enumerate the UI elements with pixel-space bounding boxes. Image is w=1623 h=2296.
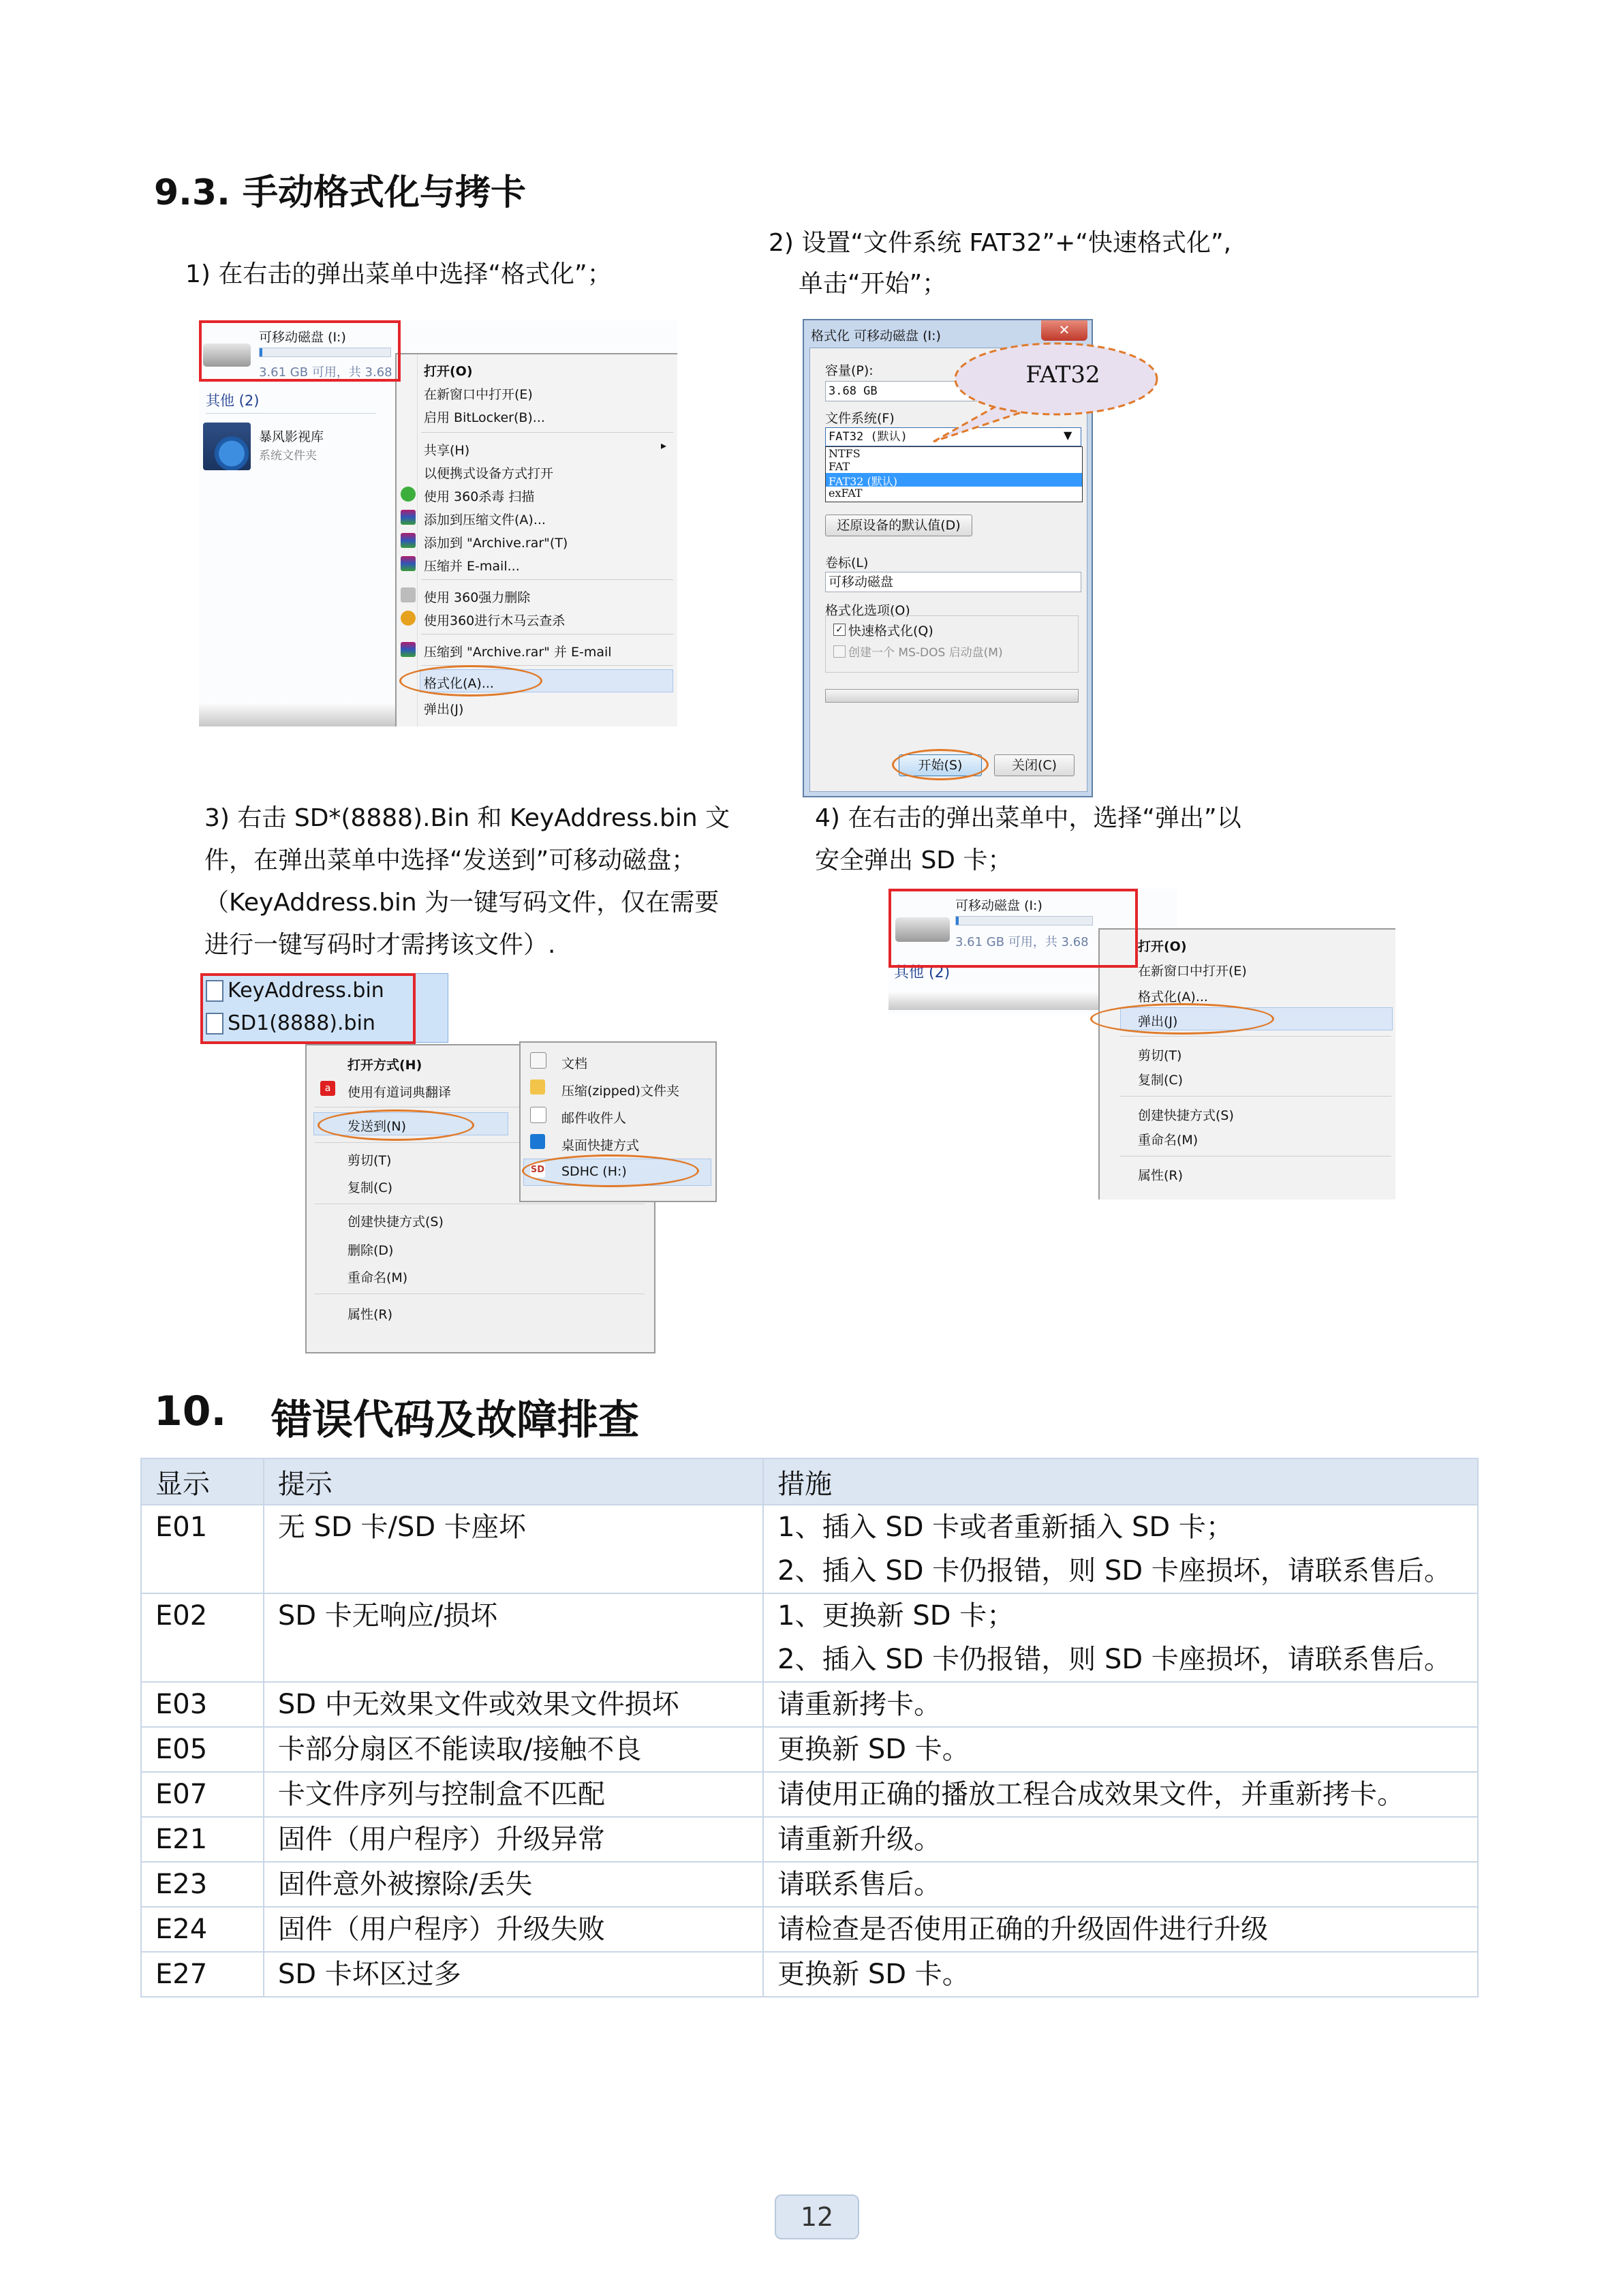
media-library-name[interactable]: 暴风影视库 <box>259 429 324 444</box>
table-row <box>141 1862 1478 1907</box>
menu-item-compress-rar-email[interactable]: 压缩到 "Archive.rar" 并 E-mail <box>424 645 612 660</box>
error-code-table <box>140 1458 1479 1997</box>
table-row <box>141 1593 1478 1682</box>
winrar-icon <box>401 533 416 548</box>
winrar-icon <box>401 510 416 525</box>
menu-separator <box>1120 1036 1391 1037</box>
menu-separator <box>1120 1096 1391 1097</box>
table-row <box>141 1682 1478 1727</box>
format-highlight-oval <box>399 665 542 697</box>
format-progress-bar <box>825 689 1079 703</box>
menu-item-open-with[interactable]: 打开方式(H) <box>347 1058 422 1073</box>
menu-item-cut[interactable]: 剪切(T) <box>347 1153 392 1168</box>
menu-separator <box>421 579 673 580</box>
menu-item-360-force-delete[interactable]: 使用 360强力删除 <box>424 590 531 605</box>
menu-item-open[interactable]: 打开(O) <box>1138 939 1187 954</box>
step-1-text: 1) 在右击的弹出菜单中选择“格式化”； <box>185 260 612 288</box>
menu-item-delete[interactable]: 删除(D) <box>347 1243 394 1258</box>
winrar-icon <box>401 642 416 657</box>
error-hint: SD 卡无响应/损坏 <box>264 1593 763 1682</box>
table-header-row <box>141 1458 1478 1505</box>
step-2-line-2: 单击“开始”； <box>799 270 947 298</box>
error-hint: SD 卡坏区过多 <box>264 1952 763 1997</box>
error-action <box>763 1593 1478 1682</box>
menu-item-eject[interactable]: 弹出(J) <box>424 702 464 717</box>
error-action: 请检查是否使用正确的升级固件进行升级 <box>763 1907 1478 1952</box>
section-title-9-3: 9.3. 手动格式化与拷卡 <box>154 172 526 213</box>
send-to-submenu <box>519 1041 717 1202</box>
drive-name[interactable]: 可移动磁盘 (I:) <box>259 330 346 345</box>
close-window-button[interactable]: ✕ <box>1041 320 1087 341</box>
menu-item-add-archive[interactable]: 添加到压缩文件(A)... <box>424 512 546 527</box>
files-highlight-box <box>200 973 416 1044</box>
table-row <box>141 1907 1478 1952</box>
menu-item-add-archive-rar[interactable]: 添加到 "Archive.rar"(T) <box>424 536 568 551</box>
menu-item-format[interactable]: 格式化(A)... <box>1138 990 1208 1005</box>
menu-item-send-to[interactable]: 发送到(N) <box>347 1119 407 1134</box>
header-action: 措施 <box>763 1458 1478 1505</box>
error-hint: 无 SD 卡/SD 卡座坏 <box>264 1505 763 1593</box>
fs-option-fat[interactable]: FAT <box>829 460 850 473</box>
drive-free-space: 3.61 GB 可用，共 3.68 <box>955 935 1089 949</box>
volume-label-input[interactable]: 可移动磁盘 <box>825 572 1081 592</box>
step-3-line: （KeyAddress.bin 为一键写码文件，仅在需要 <box>204 889 720 917</box>
fat32-callout <box>872 341 1172 457</box>
error-code: E07 <box>141 1772 264 1817</box>
step-3-text <box>204 797 763 966</box>
fs-option-exfat[interactable]: exFAT <box>829 487 863 500</box>
media-library-subtitle: 系统文件夹 <box>259 449 317 463</box>
drive-highlight-box <box>199 320 401 382</box>
menu-item-360-scan[interactable]: 使用 360杀毒 扫描 <box>424 489 535 504</box>
menu-item-open-new-window[interactable]: 在新窗口中打开(E) <box>424 387 533 402</box>
error-code: E01 <box>141 1505 264 1593</box>
fs-option-fat32[interactable]: FAT32 (默认) <box>826 473 1082 487</box>
format-options-label: 格式化选项(O) <box>825 603 910 618</box>
desktop-icon <box>530 1134 545 1149</box>
error-action: 请重新升级。 <box>763 1817 1478 1862</box>
drive-name[interactable]: 可移动磁盘 (I:) <box>955 898 1042 913</box>
start-button[interactable]: 开始(S) <box>899 754 982 776</box>
menu-separator <box>1120 1156 1391 1157</box>
others-group-header[interactable]: 其他 (2) <box>894 964 950 981</box>
winrar-icon <box>401 556 416 571</box>
file-system-select[interactable]: FAT32 (默认) <box>825 427 1081 446</box>
capacity-select[interactable]: 3.68 GB <box>825 381 1013 401</box>
group-divider <box>206 413 376 414</box>
error-hint: 固件（用户程序）升级异常 <box>264 1817 763 1862</box>
menu-item-cut[interactable]: 剪切(T) <box>1138 1048 1182 1063</box>
section-10-number: 10. <box>154 1388 227 1435</box>
error-hint: 固件（用户程序）升级失败 <box>264 1907 763 1952</box>
error-action <box>763 1505 1478 1593</box>
volume-label-label: 卷标(L) <box>825 555 869 570</box>
header-code: 显示 <box>141 1458 264 1505</box>
screenshot-eject-menu <box>888 889 1395 1199</box>
trojan-cloud-scan-icon <box>401 611 416 626</box>
step-4-line: 安全弹出 SD 卡； <box>815 846 1013 874</box>
step-3-line: 进行一键写码时才需拷该文件）. <box>204 931 556 959</box>
quick-format-label: 快速格式化(Q) <box>848 624 933 639</box>
capacity-label: 容量(P): <box>825 363 874 378</box>
menu-item-rename[interactable]: 重命名(M) <box>347 1270 408 1285</box>
action-line: 1、更换新 SD 卡； <box>777 1600 1015 1632</box>
close-button[interactable]: 关闭(C) <box>994 754 1075 776</box>
error-hint: 固件意外被擦除/丢失 <box>264 1862 763 1907</box>
drive-context-menu <box>1098 928 1395 1199</box>
explorer-bottom-bar <box>888 991 1107 1010</box>
start-highlight-oval <box>892 749 989 780</box>
menu-item-properties[interactable]: 属性(R) <box>347 1307 393 1322</box>
menu-item-portable-device[interactable]: 以便携式设备方式打开 <box>424 466 554 481</box>
header-hint: 提示 <box>264 1458 763 1505</box>
table-row <box>141 1772 1478 1817</box>
page-number: 12 <box>775 2194 859 2239</box>
error-action: 更换新 SD 卡。 <box>763 1727 1478 1772</box>
error-code: E05 <box>141 1727 264 1772</box>
action-line: 2、插入 SD 卡仍报错，则 SD 卡座损坏，请联系售后。 <box>777 1555 1451 1587</box>
send-to-desktop-shortcut[interactable]: 桌面快捷方式 <box>561 1138 640 1153</box>
error-action: 请使用正确的播放工程合成效果文件，并重新拷卡。 <box>763 1772 1478 1817</box>
youdao-icon: a <box>320 1081 335 1096</box>
table-row <box>141 1952 1478 1997</box>
step-4-line: 4) 在右击的弹出菜单中，选择“弹出”以 <box>815 804 1241 832</box>
menu-item-format[interactable]: 格式化(A)... <box>424 676 494 691</box>
zip-folder-icon <box>530 1080 545 1095</box>
error-code: E02 <box>141 1593 264 1682</box>
callout-text: FAT32 <box>1025 361 1100 388</box>
menu-separator <box>421 432 673 433</box>
document-icon <box>530 1052 546 1069</box>
screenshot-explorer-menu <box>199 320 677 726</box>
menu-item-create-shortcut[interactable]: 创建快捷方式(S) <box>1138 1108 1234 1123</box>
table-row <box>141 1817 1478 1862</box>
send-to-mail-recipient[interactable]: 邮件收件人 <box>561 1111 627 1126</box>
menu-item-copy[interactable]: 复制(C) <box>1138 1073 1184 1088</box>
screenshot-send-to-menu <box>200 973 725 1355</box>
error-code: E27 <box>141 1952 264 1997</box>
restore-defaults-button[interactable]: 还原设备的默认值(D) <box>825 515 972 536</box>
table-row <box>141 1727 1478 1772</box>
antivirus-360-icon <box>401 487 416 502</box>
sd-card-icon: SD <box>530 1163 545 1178</box>
send-to-sdhc[interactable]: SDHC (H:) <box>561 1164 627 1179</box>
error-action: 请重新拷卡。 <box>763 1682 1478 1727</box>
menu-item-rename[interactable]: 重命名(M) <box>1138 1133 1199 1148</box>
error-code: E24 <box>141 1907 264 1952</box>
drive-highlight-box <box>888 889 1138 968</box>
context-menu <box>395 353 677 726</box>
menu-item-eject[interactable]: 弹出(J) <box>1138 1014 1178 1029</box>
menu-item-create-shortcut[interactable]: 创建快捷方式(S) <box>347 1214 444 1229</box>
file-sd1[interactable]: SD1(8888).bin <box>228 1011 375 1035</box>
step-2-line-1: 2) 设置“文件系统 FAT32”+“快速格式化”, <box>769 229 1232 257</box>
menu-item-properties[interactable]: 属性(R) <box>1138 1168 1184 1183</box>
chevron-down-icon: ▼ <box>1064 429 1072 442</box>
error-action: 更换新 SD 卡。 <box>763 1952 1478 1997</box>
menu-item-360-trojan-scan[interactable]: 使用360进行木马云查杀 <box>424 613 566 628</box>
file-system-label: 文件系统(F) <box>825 411 895 426</box>
explorer-bottom-bar <box>199 702 397 726</box>
error-code: E21 <box>141 1817 264 1862</box>
send-to-highlight-oval <box>318 1109 474 1141</box>
error-code: E03 <box>141 1682 264 1727</box>
menu-item-youdao-translate[interactable]: 使用有道词典翻译 <box>347 1085 452 1100</box>
drive-free-space: 3.61 GB 可用，共 3.68 <box>259 365 392 380</box>
error-action: 请联系售后。 <box>763 1862 1478 1907</box>
table-row <box>141 1505 1478 1593</box>
others-group-header[interactable]: 其他 (2) <box>206 393 260 409</box>
error-hint: 卡文件序列与控制盒不匹配 <box>264 1772 763 1817</box>
menu-item-bitlocker[interactable]: 启用 BitLocker(B)... <box>424 410 545 425</box>
eject-highlight-oval <box>1090 1003 1274 1035</box>
msdos-label: 创建一个 MS-DOS 启动盘(M) <box>848 646 1003 660</box>
msdos-checkbox[interactable] <box>833 645 846 658</box>
action-line: 2、插入 SD 卡仍报错，则 SD 卡座损坏，请联系售后。 <box>777 1644 1451 1675</box>
mail-icon <box>530 1107 546 1123</box>
section-10-title: 错误代码及故障排查 <box>271 1396 639 1444</box>
menu-item-share[interactable]: 共享(H) <box>424 443 470 458</box>
submenu-arrow-icon: ▸ <box>661 439 667 452</box>
quick-format-checkbox[interactable]: ✓ <box>833 624 846 636</box>
file-keyaddress[interactable]: KeyAddress.bin <box>228 979 384 1002</box>
error-code: E23 <box>141 1862 264 1907</box>
action-line: 1、插入 SD 卡或者重新插入 SD 卡； <box>777 1512 1233 1543</box>
menu-item-compress-email[interactable]: 压缩并 E-mail... <box>424 559 520 574</box>
error-hint: SD 中无效果文件或效果文件损坏 <box>264 1682 763 1727</box>
format-dialog-title: 格式化 可移动磁盘 (I:) <box>811 328 941 343</box>
step-3-line: 件，在弹出菜单中选择“发送到”可移动磁盘； <box>204 846 696 874</box>
shredder-icon <box>401 587 416 602</box>
send-to-zip-folder[interactable]: 压缩(zipped)文件夹 <box>561 1084 679 1099</box>
step-4-text <box>815 797 1360 882</box>
media-library-icon <box>203 423 251 470</box>
send-to-documents[interactable]: 文档 <box>561 1056 588 1071</box>
step-3-line: 3) 右击 SD*(8888).Bin 和 KeyAddress.bin 文 <box>204 804 730 832</box>
sdhc-highlight-oval <box>522 1154 699 1187</box>
fs-option-ntfs[interactable]: NTFS <box>829 447 861 460</box>
menu-item-open-new-window[interactable]: 在新窗口中打开(E) <box>1138 964 1247 979</box>
error-hint: 卡部分扇区不能读取/接触不良 <box>264 1727 763 1772</box>
menu-item-open[interactable]: 打开(O) <box>424 364 473 379</box>
menu-item-copy[interactable]: 复制(C) <box>347 1180 393 1195</box>
